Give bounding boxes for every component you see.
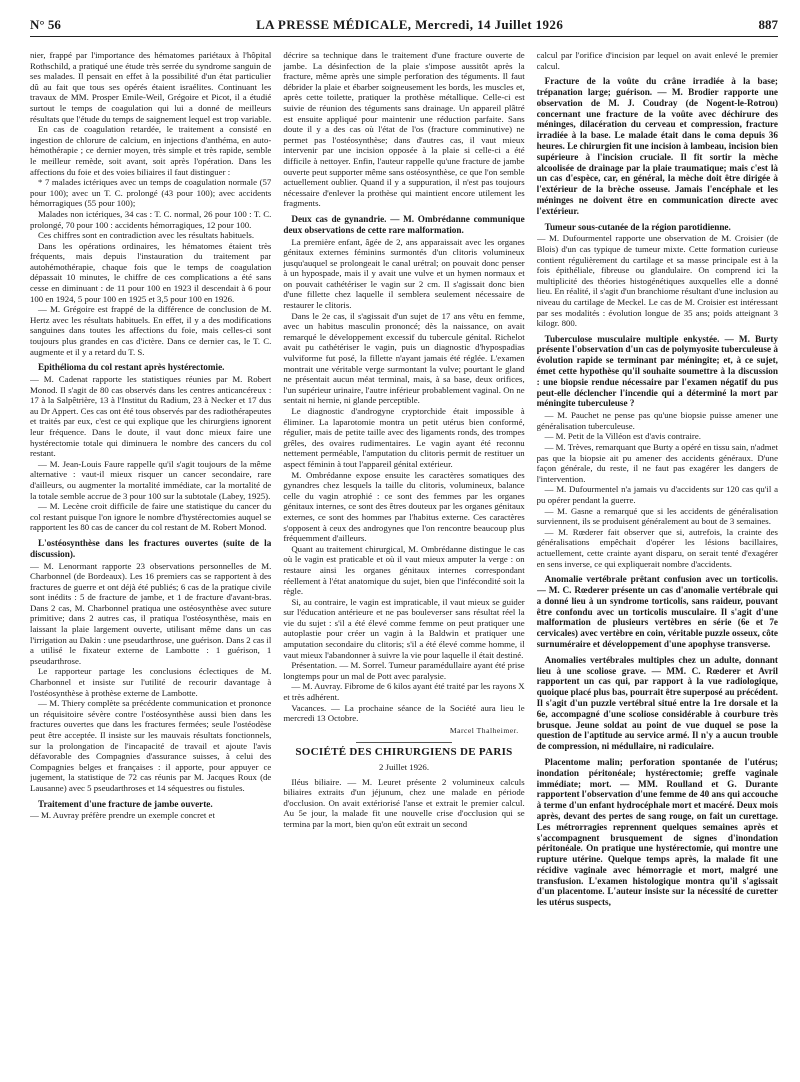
- paragraph: Malades non ictériques, 34 cas : T. C. normal, 26 pour 100 : T. C. prolongé, 70 pour 100 : accidents hémorragiques, 12 pour 100.: [30, 208, 272, 230]
- paragraph: Dans le 2e cas, il s'agissait d'un sujet de 17 ans vêtu en femme, avec un habitus masculin prononcé; dès la naissance, on avait remarqué le développement excessif du tubercule génital. Richelot avait pu cathétériser le vagin, puis un diagnostic d'hypospadias vulviforme fut posé, la fillette n'ayant jamais été réglée. L'examen montrait une véritable verge surmontant la vulve; pourtant le gland ne présentait aucun méat terminal, mais, à sa base, deux orifices, l'un supérieur urinaire, l'autre inférieur probablement vaginal. On ne sentait ni hernie, ni glande perceptible.: [283, 310, 525, 406]
- paragraph: — M. Lecène croit difficile de faire une statistique du cancer du col restant puisque l'on ignore le nombre d'hystérectomies auquel se rapportent les 80 cas de cancer du col restant de M. Robert Monod.: [30, 501, 272, 533]
- paragraph: Ces chiffres sont en contradiction avec les résultats habituels.: [38, 230, 255, 241]
- paragraph: — M. Pauchet ne pense pas qu'une biopsie puisse amener une généralisation tuberculeuse.: [536, 410, 778, 431]
- paragraph: — M. Grégoire est frappé de la différence de conclusion de M. Hertz avec les résultats habituels. En effet, il y a des modifications sanguines dans toutes les affections du foie, mais celles-ci sont toujours plus grandes en cas d'ictère. Dans ce dernier cas, le T. C. augmente et il y a retard du T. S.: [30, 304, 272, 357]
- paragraph: — M. Auvray. Fibrome de 6 kilos ayant été traité par les rayons X et très adhérent.: [283, 681, 525, 703]
- section-heading: L'ostéosynthèse dans les fractures ouvertes (suite de la discussion).: [30, 537, 272, 559]
- column-middle: [283, 50, 524, 1072]
- paragraph: — M. Petit de la Villéon est d'avis contraire.: [544, 431, 701, 442]
- paragraph: — M. Gasne a remarqué que si les accidents de généralisation surviennent, ils se produisent généralement au bout de 3 semaines.: [536, 505, 778, 527]
- section-heading: Tumeur sous-cutanée de la région parotidienne.: [544, 221, 731, 232]
- column-right: [537, 50, 778, 1072]
- paragraph: calcul par l'orifice d'incision par lequel on avait enlevé le premier calcul.: [536, 50, 778, 71]
- article-columns: [30, 50, 778, 1072]
- paragraph: — M. Jean-Louis Faure rappelle qu'il s'agit toujours de la même alternative : vaut-il mieux risquer un cancer secondaire, rare d'ailleurs, ou augmenter la mortalité immédiate, car la mortalité de la totale semble accrue de 3 pour 100 sur la subtotale (Labey, 1925).: [30, 458, 272, 501]
- column-left: [30, 50, 271, 1072]
- page-header: [30, 14, 778, 37]
- paragraph: La première enfant, âgée de 2, ans apparaissait avec les organes génitaux externes féminins surmontés d'un clitoris volumineux jusqu'auquel se prolongeait le canal urétral; on pouvait donc penser à un hypospade, mais il y avait une vulve et un hymen normaux et on pouvait cathétériser le vagin sur 2 cm. Il s'agissait donc bien d'une fillette chez laquelle il semblera seulement nécessaire de restaurer le clitoris.: [283, 236, 525, 311]
- paragraph: Présentation. — M. Sorrel. Tumeur paramédullaire ayant été prise longtemps pour un mal de Pott avec paralysie.: [283, 660, 525, 681]
- paragraph: Dans les opérations ordinaires, les hématomes étaient très fréquents, mais depuis l'instauration du traitement par autohémothérapie, chaque fois que le temps de coagulation dépassait 10 minutes, le chiffre de ces complications a été sans cesse en diminuant : de 11 pour 100 en 1923 il descendait à 6 pour 100 en 1924, 5 pour 100 en 1925 et 3,5 pour 100 en 1926.: [30, 240, 272, 304]
- section-heading: Tuberculose musculaire multiple enkystée. — M. Burty présente l'observation d'un cas de polymyosite tuberculeuse à évolution rapide se terminant par méningite; et, à ce sujet, émet cette hypothèse qu'il souhaite soumettre à la discussion : une biopsie rendue nécessaire par l'examen négatif du pus peut-elle déclencher l'incendie qui a déterminé la mort par méningite tuberculeuse ?: [536, 333, 778, 409]
- section-heading: Deux cas de gynandrie. — M. Ombrédanne communique deux observations de cette rare malformation.: [283, 213, 525, 235]
- paragraph: — M. Rœderer fait observer que si, autrefois, la crainte des généralisations empêchait d'opérer les lésions bacillaires, actuellement, cette crainte ayant disparu, on serait tenté d'exagérer en sens inverse, ce qui expliquerait nombre d'accidents.: [536, 526, 778, 569]
- paragraph: * 7 malades ictériques avec un temps de coagulation normale (57 pour 100); avec un T. C. prolongé (43 pour 100); avec accidents hémorragiques (55 pour 100);: [30, 177, 272, 209]
- paragraph: — M. Thiery complète sa précédente communication et prononce un réquisitoire sévère contre l'ostéosynthèse aussi bien dans les fractures ouvertes que dans les fractures fermées; seule l'ostéodèse peut être acceptée. Il insiste sur les mauvais résultats fonctionnels, sur la prolongation de l'incapacité de travail et ajoute l'avis défavorable des Compagnies d'assurance suisses, à celui des Compagnies belges et françaises : il apporte, pour appuyer ce jugement, la statistique de 72 cas réunis par M. Jacques Roux (de Lausanne) avec 5 pseudarthroses et 14 séquestres ou fistules.: [30, 698, 272, 793]
- paragraph: — M. Cadenat rapporte les statistiques réunies par M. Robert Monod. Il s'agit de 80 cas observés dans les centres anticancéreux : 17 à la Salpêtrière, 13 à l'Institut du Radium, 23 à Necker et 17 dus au Dr Appert. Ces cas ont été tous observés par des radiothérapeutes et traités par eux, c'est ce qui explique que les chirurgiens ignorent leur fréquence. Dans le doute, il vaut donc mieux faire une hystérectomie totale qui diminuera le nombre des cancers du col restant.: [30, 374, 272, 459]
- paragraph: En cas de coagulation retardée, le traitement a consisté en ingestion de chlorure de calcium, en injections d'anthéma, en auto-hémothérapie ; ce dernier moyen, très simple et très rapide, semble le meilleur remède, soit avant, soit après l'opération. Dans les affections du foie et des voies biliaires il faut distinguer :: [30, 124, 272, 177]
- section-heading: Placentome malin; perforation spontanée de l'utérus; inondation péritonéale; hystérectomie; greffe vaginale immédiate; mort. — MM. Roulland et G. Durante rapportent l'observation d'une femme de 40 ans qui accouche à terme d'un enfant hydrocéphale mort et macéré. Deux mois après, devant des pertes de sang rouge, on fait un curettage. Les métrorragies reprennent quelques semaines après et s'accompagnent brusquement de signes d'inondation péritonéale. On pratique une hystérectomie, qui montre une rupture utérine. Quelque temps après, la malade fit une récidive vaginale avec hémorragie et mort, malgré une transfusion. L'examen histologique montra qu'il s'agissait d'un placentome. L'auteur insiste sur la nécessité de curetter les utérus suspects,: [536, 756, 778, 908]
- page-number: 887: [758, 17, 778, 32]
- section-heading: Fracture de la voûte du crâne irradiée à la base; trépanation large; guérison. — M. Brodier rapporte une observation de M. J. Coudray (de Nogent-le-Rotrou) concernant une fracture de la voûte avec déchirure des méninges, dilacération du cerveau et compression, fracture irradiée à la base. Le malade était dans le coma depuis 36 heures. Le chirurgien fit une incision à lambeau, incision bien supérieure à l'incision cruciale. Il fit sortir la mèche alcoolisée de drainage par la plaie traumatique; mais c'est là un cas d'espèce, car, en général, la mèche doit être dirigée à l'extérieur de la brèche osseuse. Jamais l'encéphale et les méninges ne doivent être en communication directe avec l'extérieur.: [536, 76, 778, 216]
- paragraph: — M. Dufourmentel n'a jamais vu d'accidents sur 120 cas qu'il a pu opérer pendant la guerre.: [536, 484, 778, 506]
- paragraph: nier, frappé par l'importance des hématomes pariétaux à l'hôpital Rothschild, a pratiqué une étude très serrée du syndrome sanguin de ses malades. Il pensait en effet à la possibilité d'un état particulier dû au fait que tous ses opérés étaient israélites. Continuant les travaux de MM. Prosper Emile-Weil, Grégoire et Picot, il a étudié surtout le temps de coagulation qui lui a donné de meilleurs résultats que l'étude du temps de saignement lequel est trop variable.: [30, 50, 272, 124]
- paragraph: — M. Auvray préfère prendre un exemple concret et: [30, 810, 215, 821]
- paragraph: Si, au contraire, le vagin est impraticable, il vaut mieux se guider sur l'éducation antérieure et ne pas bouleverser sans résultat réel la vie du sujet : s'il a été élevé comme femme on peut pratiquer une autoplastie pour créer un vagin à la Baldwin et pratiquer une amputation secondaire du clitoris; s'il a été élevé comme homme, il vaut mieux l'abandonner à suivre la vie pour laquelle il était destiné.: [283, 596, 525, 660]
- paragraph: Vacances. — La prochaine séance de la Société aura lieu le mercredi 13 Octobre.: [283, 702, 525, 724]
- session-date: 2 Juillet 1926.: [378, 762, 430, 772]
- paragraph: décrire sa technique dans le traitement d'une fracture ouverte de jambe. La désinfection de la plaie s'impose aussitôt après la fracture, même après une simple perforation des téguments. Il faut débrider la plaie et ébarber soigneusement les bords, les muscles et, après cette toilette, pratiquer la prothèse métallique. Celle-ci est suivie de réunion des téguments sans drainage. Un appareil plâtré est ensuite appliqué pour maintenir une réduction parfaite. Sans doute il y a des cas où l'état de l'os (fracture comminutive) ne permet pas l'ostéosynthèse; dans d'autres cas, il vaut mieux intervenir par une incision opposée à la plaie si celle-ci a été difficile à nettoyer. Enfin, l'auteur rappelle qu'une fracture de jambe ouverte peut supporter même sans ostéosynthèse, ce que l'on semble actuellement oublier. Quand il y a suppuration, il n'est pas toujours nécessaire d'enlever la prothèse qui maintient encore utilement les fragments.: [283, 50, 525, 209]
- issue-number: N° 56: [30, 17, 61, 32]
- paragraph: M. Ombrédanne expose ensuite les caractères somatiques des gynandres chez lesquels la taille du clitoris, volumineux, balance celle du vagin atrophié : ce sont des femmes par les organes génitaux internes, ce sont des êtres douteux par les organes génitaux externes, ce sont des hommes par l'habitus externe. Ces caractères s'opposent à ceux des androgynes que l'on rencontre beaucoup plus fréquemment d'ailleurs.: [283, 469, 525, 544]
- author-signature: Marcel Thalheimer.: [449, 725, 519, 735]
- society-heading: SOCIÉTÉ DES CHIRURGIENS DE PARIS: [295, 746, 513, 759]
- paragraph: — M. Lenormant rapporte 23 observations personnelles de M. Charbonnel (de Bordeaux). Les 16 premiers cas se rapportent à des fractures de guerre et ont déjà été publiés; 6 cas de la pratique civile sont inédits : 5 de fracture de jambe, et 1 de fracture d'avant-bras. Dans 2 cas, M. Charbonnel pratiqua une ostéosynthèse avec suture primitive; dans 2 autres cas, il pratiqua l'ostéosynthèse, mais en laissant la plaie largement ouverte, utilisant même dans un cas l'irrigation au Dakin : une pseudarthrose, une guérison. Dans 2 cas il a utilisé le fixateur externe de Lambotte : 1 guérison, 1 pseudarthrose.: [30, 560, 272, 666]
- paragraph: Le diagnostic d'androgyne cryptorchide était impossible à éliminer. La laparotomie montra un petit utérus bien conformé, régulier, mais de petite taille avec des ligaments ronds, des trompes grêles, des ovaires rudimentaires. Le vagin ayant été reconnu nettement perméable, l'amputation du clitoris permit de restituer un aspect féminin à tout l'appareil génital extérieur.: [283, 406, 525, 469]
- section-heading: Epithélioma du col restant après hystérectomie.: [38, 362, 225, 373]
- section-divider: [356, 742, 453, 743]
- paragraph: Iléus biliaire. — M. Leuret présente 2 volumineux calculs biliaires extraits d'un jéjunum, chez une malade en période d'occlusion. On avait extériorisé l'anse et extrait le premier calcul. Au 5e jour, la malade fit une nouvelle crise d'occlusion qui se termina par la mort, bien qu'on eût extrait un second: [283, 776, 525, 829]
- paragraph: Quant au traitement chirurgical, M. Ombrédanne distingue le cas où le vagin est praticable et où il vaut mieux amputer la verge : on restaure ainsi les organes génitaux internes correspondant réellement à l'état anatomique du sujet, bien que l'infécondité soit la règle.: [283, 543, 525, 597]
- paragraph: — M. Dufourmentel rapporte une observation de M. Croisier (de Blois) d'un cas typique de tumeur mixte. Cette formation curieuse contient régulièrement du cartilage et sa masse principale est à la fois épithéliale, fibreuse ou glandulaire. On comprend ici la multiplicité des théories histogénétiques auxquelles elle a donné lieu. En réalité, il s'agit d'un branchiome résultant d'une inclusion au niveau du cartilage de Meckel. Le cas de M. Croisier est intéressant par ses modalités : évolution longue de 35 ans; poids atteignant 3 kilogr. 800.: [536, 233, 778, 329]
- journal-title: LA PRESSE MÉDICALE, Mercredi, 14 Juillet 1926: [256, 17, 564, 32]
- paragraph: Le rapporteur partage les conclusions éclectiques de M. Charbonnel et insiste sur l'utilité de recourir davantage à l'ostéosynthèse à prothèse externe de Lambotte.: [30, 666, 272, 698]
- paragraph: — M. Trèves, remarquant que Burty a opéré en tissu sain, n'admet pas que la biopsie ait pu amener des accidents généraux. D'une façon générale, du reste, il ne faut pas exagérer les dangers de l'intervention.: [536, 442, 778, 484]
- section-heading: Anomalies vertébrales multiples chez un adulte, donnant lieu à une scoliose grave. — MM. C. Rœderer et Avril rapportent un cas qui, par rapport à la vue radiologique, quoique placé plus bas, pourrait être superposé au précédent. Il s'agit d'un puzzle vertébral situé entre la 1re dorsale et la 6e, accompagné d'une scoliose considérable à courbure très brusque. Jeune soldat au point de vue duquel se pose la question de l'aptitude au service armé. Il n'y a aucun trouble de compression, ni médullaire, ni radiculaire.: [536, 654, 778, 752]
- section-heading: Anomalie vertébrale prêtant confusion avec un torticolis. — M. C. Rœderer présente un cas d'anomalie vertébrale qui a donné lieu à un syndrome torticolis, sans raideur, pouvant être confondu avec un torticolis musculaire. Il s'agit d'une malformation de plusieurs vertèbres en série (6e et 7e cervicales) avec vertèbre en coin, véritable puzzle osseux, côte surnuméraire et développement d'une apophyse transverse.: [536, 574, 778, 649]
- section-heading: Traitement d'une fracture de jambe ouverte.: [38, 798, 213, 809]
